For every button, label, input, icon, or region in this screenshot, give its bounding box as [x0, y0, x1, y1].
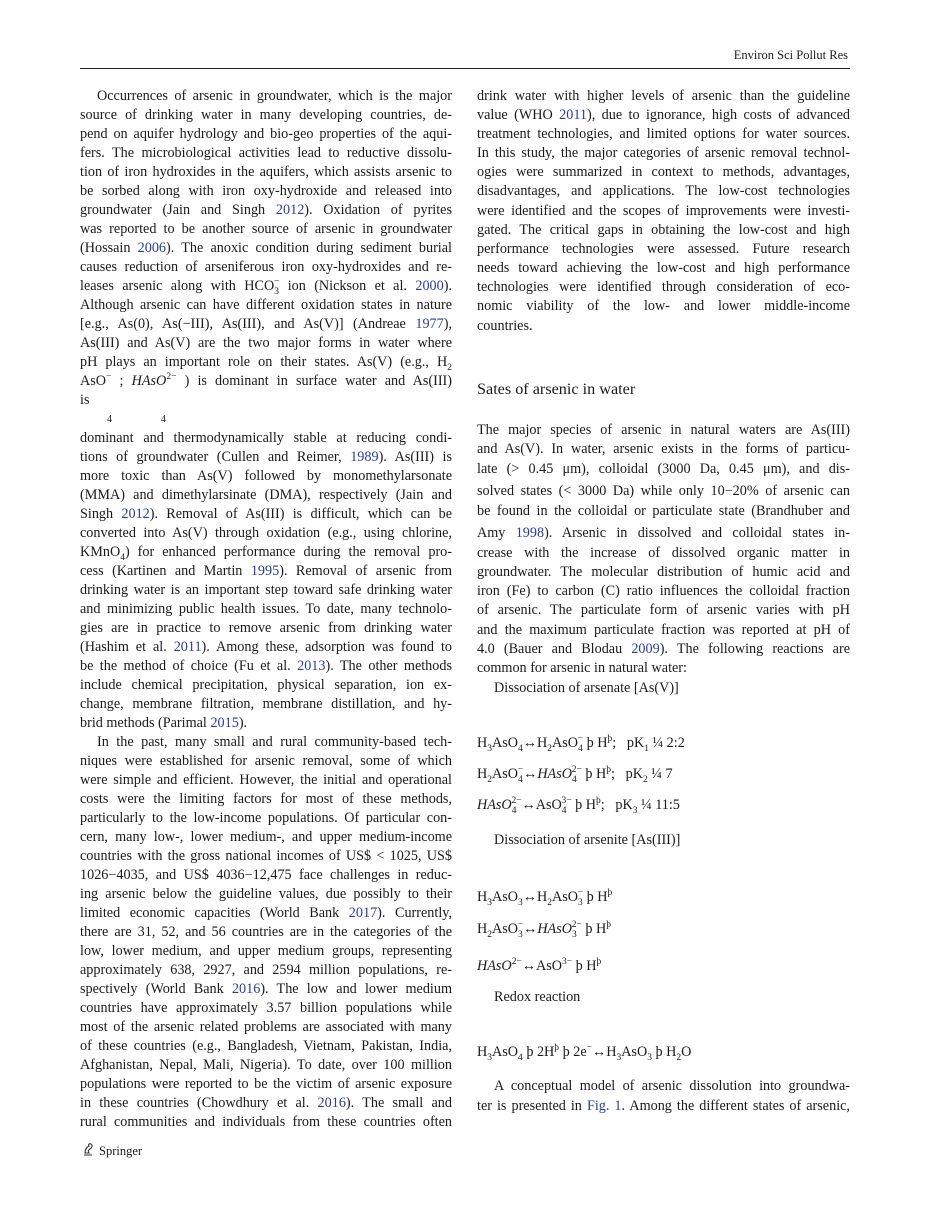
citation-link[interactable]: 2016 [231, 980, 261, 997]
formula-script: 4 [572, 774, 577, 785]
text-line: 4.0 (Bauer and Blodau 2009). The following reactions are [477, 640, 850, 657]
formula-script: 4 [518, 743, 523, 754]
text-line: Afghanistan, Nepal, Mali, Nigeria). To date, over 100 million [80, 1056, 452, 1073]
formula-script: − [577, 733, 584, 744]
text-line: low, lower medium, and upper medium groups, representing [80, 942, 452, 959]
formula-script: − [517, 919, 524, 930]
text-line: drinking water is an important step toward safe drinking water [80, 581, 452, 598]
citation-link[interactable]: 2011 [559, 106, 587, 123]
formula-script: 2− [511, 795, 522, 806]
formula-script: 3 [577, 897, 583, 908]
text-line [80, 410, 452, 429]
springer-logo-icon [80, 1141, 96, 1161]
text-line: tion of iron hydroxides in the aquifers, which assists arsenic to [80, 163, 452, 180]
section-heading: Sates of arsenic in water [477, 380, 636, 398]
text-line: and minimizing public health issues. To date, many technolo- [80, 600, 452, 617]
text-line: drink water with higher levels of arsenic than the guideline [477, 87, 850, 104]
text-line: A conceptual model of arsenic dissolution into groundwa- [494, 1077, 850, 1094]
formula-script: þ [596, 795, 601, 806]
citation-link[interactable]: 2016 [317, 1094, 346, 1111]
publisher-footer [80, 1141, 142, 1161]
formula-script: 4 [161, 413, 166, 425]
text-line: nomic viability of the low- and lower middle-income [477, 298, 850, 315]
formula-script: 3 [274, 286, 279, 297]
formula-script: 3 [647, 1052, 652, 1063]
formula-script: 4 [511, 805, 517, 816]
text-line: costs were the limiting factors for most of these methods, [80, 790, 452, 807]
formula-script: 2 [676, 1052, 682, 1063]
formula-script: 3 [518, 897, 523, 908]
text-line: dominant and thermodynamically stable at reducing condi- [80, 429, 452, 446]
header-rule [80, 68, 850, 69]
text-line: limited economic capacities (World Bank 2017). Currently, [80, 904, 452, 921]
text-line: source of drinking water in many developing countries, de- [80, 106, 452, 123]
text-line: In this study, the major categories of arsenic removal technol- [477, 145, 850, 161]
formula-script: 4 [577, 743, 583, 754]
text-line: Although arsenic can have different oxidation states in nature [80, 296, 452, 313]
formula-script: − [577, 887, 584, 898]
text-line: fers. The microbiological activities lead to reductive dissolu- [80, 144, 452, 161]
text-line: be found in the colloidal or particulate state (Brandhuber and [477, 502, 850, 519]
text-line: were simple and efficient. However, the initial and operational [80, 771, 452, 788]
text-line: were identified and the scopes of improvements were investi- [477, 202, 850, 219]
text-line: solved states (< 3000 Da) while only 10−20% of arsenic can [477, 482, 850, 499]
text-line: be sorbed along with iron oxy-hydroxide and released into [80, 182, 452, 199]
citation-link[interactable]: 1977 [415, 315, 444, 332]
text-line: ogies were summarized in context to methods, advantages, [477, 164, 850, 181]
equation: $H_2AsO_3^-\leftrightarrow HAsO_3^{2-}$ þ $H^þ$ [477, 919, 612, 940]
formula-script: 3 [572, 929, 577, 940]
text-line: be the method of choice (Fu et al. 2013). The other methods [80, 657, 452, 674]
text-line: needs toward achieving the low-cost and high performance [477, 260, 850, 277]
text-line: disadvantages, and applications. The low-cost technologies [477, 183, 850, 200]
text-line: performance technologies were assessed. Future research [477, 240, 850, 257]
formula-script: − [273, 276, 280, 287]
citation-link[interactable]: 1995 [250, 562, 280, 579]
formula-script: þ [554, 1042, 560, 1053]
text-line: Redox reaction [494, 988, 581, 1005]
formula-script: − [106, 371, 112, 382]
text-line: causes reduction of arseniferous iron oxy-hydroxides and re- [80, 258, 452, 275]
formula-script: 2 [642, 774, 648, 785]
formula-script: 3 [487, 743, 492, 754]
text-line: pend on aquifer hydrology and bio-geo properties of the aqui- [80, 125, 452, 142]
italic-formula: HAsO [477, 796, 512, 813]
publisher-name: Springer [99, 1143, 143, 1158]
formula-script: 4 [107, 413, 112, 425]
text-line: groundwater (Jain and Singh 2012). Oxidation of pyrites [80, 201, 452, 218]
text-line: treatment technologies, and limited options for water sources. [477, 125, 850, 142]
text-line: in these countries (Chowdhury et al. 2016). The small and [80, 1094, 452, 1111]
text-line: 1026−4035, and US$ 4036−12,475 face challenges in reduc- [80, 866, 452, 883]
text-line: Amy 1998). Arsenic in dissolved and colloidal states in- [477, 524, 850, 541]
text-line: niques were established for arsenic removal, some of which [80, 752, 452, 769]
citation-link[interactable]: 2009 [631, 640, 660, 657]
formula-script: 3− [562, 956, 573, 967]
formula-script: 2− [166, 371, 177, 382]
text-line: particularly to the low-income populations. Of particular con- [80, 809, 452, 826]
citation-link[interactable]: 2006 [137, 239, 167, 256]
text-line: cern, many low-, lower medium-, and upper medium-income [80, 828, 452, 845]
formula-script: 4 [120, 552, 125, 563]
text-line: The major species of arsenic in natural waters are As(III) [477, 421, 850, 438]
formula-script: 2− [571, 919, 582, 930]
text-line: brid methods (Parimal 2015). [80, 714, 248, 731]
formula-script: 2 [547, 743, 552, 754]
text-line: Dissociation of arsenate [As(V)] [494, 679, 679, 696]
equation: $H_3AsO_4\leftrightarrow H_2AsO_4^-$ þ $H^þ$; $pK_1$ ¼ 2:2 [477, 733, 685, 754]
text-line: leases arsenic along with $HCO_3^-$ ion (Nickson et al. 2000). [80, 276, 452, 297]
text-line: of these countries (e.g., Bangladesh, Vietnam, Pakistan, India, [80, 1037, 452, 1054]
citation-link[interactable]: 2012 [121, 505, 150, 522]
citation-link[interactable]: 1989 [350, 448, 379, 465]
formula-script: 3− [561, 795, 572, 806]
formula-script: þ [606, 919, 612, 930]
text-line: Dissociation of arsenite [As(III)] [494, 831, 681, 848]
text-line: there are 31, 52, and 56 countries are in the categories of the [80, 923, 452, 940]
text-line: late (> 0.45 μm), colloidal (3000 Da, 0.45 μm), and dis- [477, 460, 850, 477]
text-line: most of the arsenic related problems are associated with many [80, 1018, 452, 1035]
text-line: include chemical precipitation, physical separation, ion ex- [80, 676, 452, 693]
text-line: technologies were identified through consideration of eco- [477, 279, 850, 296]
citation-link[interactable]: 2011 [173, 638, 202, 655]
text-line: gies are in practice to remove arsenic from drinking water [80, 619, 452, 636]
text-line: In the past, many small and rural community-based tech- [97, 733, 452, 750]
citation-link[interactable]: 2015 [210, 714, 239, 731]
text-line: groundwater. The molecular distribution of humic acid and [477, 563, 850, 580]
equation: $H_3AsO_4$ þ $2H^þ$ þ $2e^-\leftrightarrow H_3AsO_3$ þ $H_2O$ [477, 1042, 692, 1063]
text-line: approximately 638, 2927, and 2594 million populations, re- [80, 961, 452, 978]
citation-link[interactable]: 2000 [415, 277, 444, 294]
citation-link[interactable]: 2017 [348, 904, 378, 921]
equation: $H_2AsO_4^-\leftrightarrow HAsO_4^{2-}$ þ $H^þ$; $pK_2$ ¼ 7 [477, 764, 673, 785]
text-line: of arsenic. The particulate form of arsenic varies with pH [477, 601, 850, 618]
italic-formula: HAsO [131, 372, 167, 389]
text-line: [e.g., As(0), As(−III), As(III), and As(V)] (Andreae 1977), [80, 315, 452, 332]
italic-formula: HAsO [537, 920, 572, 937]
text-line: populations were reported to be the victim of arsenic exposure [80, 1075, 452, 1092]
formula-script: 2 [487, 774, 492, 785]
formula-script: þ [596, 956, 602, 967]
text-line: As(III) and As(V) are the two major forms in water where [80, 334, 452, 351]
running-head-journal-title: Environ Sci Pollut Res [733, 48, 848, 62]
italic-formula: HAsO [537, 765, 572, 782]
formula-script: 3 [487, 1052, 492, 1063]
text-line: gated. The critical gaps in obtaining the low-cost and high [477, 221, 850, 238]
formula-script: 2 [487, 929, 492, 940]
text-line: ter is presented in Fig. 1. Among the different states of arsenic, [477, 1097, 850, 1114]
equation: $H_3AsO_3\leftrightarrow H_2AsO_3^-$ þ $H^þ$ [477, 887, 613, 908]
formula-script: 3 [616, 1052, 622, 1063]
text-line: and the maximum particulate fraction was reported at pH of [477, 621, 850, 638]
text-line: iron (Fe) to carbon (C) ratio influences the colloidal fraction [477, 582, 850, 599]
italic-formula: HAsO [477, 957, 512, 974]
text-line: countries with the gross national incomes of US$ < 1025, US$ [80, 847, 452, 864]
text-line: common for arsenic in natural water: [477, 659, 687, 676]
text-line: spectively (World Bank 2016). The low and lower medium [80, 980, 452, 997]
equation: HAsO$^{2-}$↔AsO$^{3-}$ þ $H^þ$ [477, 956, 602, 974]
citation-link[interactable]: 1998 [515, 524, 545, 541]
formula-script: 3 [487, 897, 492, 908]
formula-script: þ [607, 887, 613, 898]
formula-script: 2 [547, 897, 552, 908]
text-line: was reported to be another source of arsenic in groundwater [80, 220, 452, 237]
text-line: ing arsenic below the guideline values, due possibly to their [80, 885, 452, 902]
text-line: countries have approximately 3.57 billion populations while [80, 999, 452, 1016]
formula-script: 3 [632, 805, 638, 816]
text-line: tions of groundwater (Cullen and Reimer, 1989). As(III) is [80, 448, 453, 465]
text-line: Singh 2012). Removal of As(III) is difficult, which can be [80, 505, 452, 522]
text-line: (Hossain 2006). The anoxic condition during sediment burial [80, 239, 452, 256]
formula-script: 4 [518, 1052, 523, 1063]
text-line: Occurrences of arsenic in groundwater, which is the major [97, 87, 452, 104]
figure-link[interactable]: Fig. 1 [586, 1097, 622, 1114]
text-line: cess (Kartinen and Martin 1995). Removal of arsenic from [80, 562, 452, 579]
text-line: and As(V). In water, arsenic exists in the forms of particu- [477, 440, 850, 457]
formula-script: 3 [518, 929, 523, 940]
formula-script: − [517, 764, 524, 775]
text-line: (MMA) and dimethylarsinate (DMA), respectively (Jain and [80, 486, 452, 503]
formula-script: − [586, 1042, 592, 1053]
formula-script: 4 [561, 805, 567, 816]
citation-link[interactable]: 2012 [275, 201, 305, 218]
text-line: converted into As(V) through oxidation (e.g., using chlorine, [80, 524, 452, 541]
text-line: rural communities and individuals from these countries often [80, 1113, 452, 1130]
formula-script: þ [606, 764, 612, 775]
text-line: change, membrane filtration, membrane distillation, and hy- [80, 695, 452, 712]
formula-script: 1 [644, 743, 649, 754]
formula-script: 2− [511, 956, 522, 967]
text-line: AsO− ; HAsO$^{2-}$ ) is dominant in surface water and As(III) [80, 371, 452, 389]
formula-script: 2 [447, 362, 452, 373]
formula-script: 2− [571, 764, 582, 775]
text-line: more toxic than As(V) followed by monomethylarsonate [80, 467, 452, 484]
text-line: is [80, 391, 90, 408]
text-line: (Hashim et al. 2011). Among these, adsorption was found to [80, 638, 452, 655]
equation: HAsO$_4^{2-}$↔AsO$_4^{3-}$ þ $H^þ$; $pK_3$ ¼ 11:5 [477, 795, 680, 816]
text-line: pH plays an important role on their states. As(V) (e.g., $H_2$ [80, 353, 452, 373]
formula-script: 4 [518, 774, 523, 785]
citation-link[interactable]: 2013 [297, 657, 326, 674]
text-line: value (WHO 2011), due to ignorance, high costs of advanced [477, 106, 850, 123]
formula-script: þ [607, 733, 613, 744]
text-line: countries. [477, 317, 533, 334]
text-line: KMnO$_4$) for enhanced performance during the removal pro- [80, 543, 452, 563]
text-line: crease with the increase of dissolved organic matter in [477, 544, 850, 561]
